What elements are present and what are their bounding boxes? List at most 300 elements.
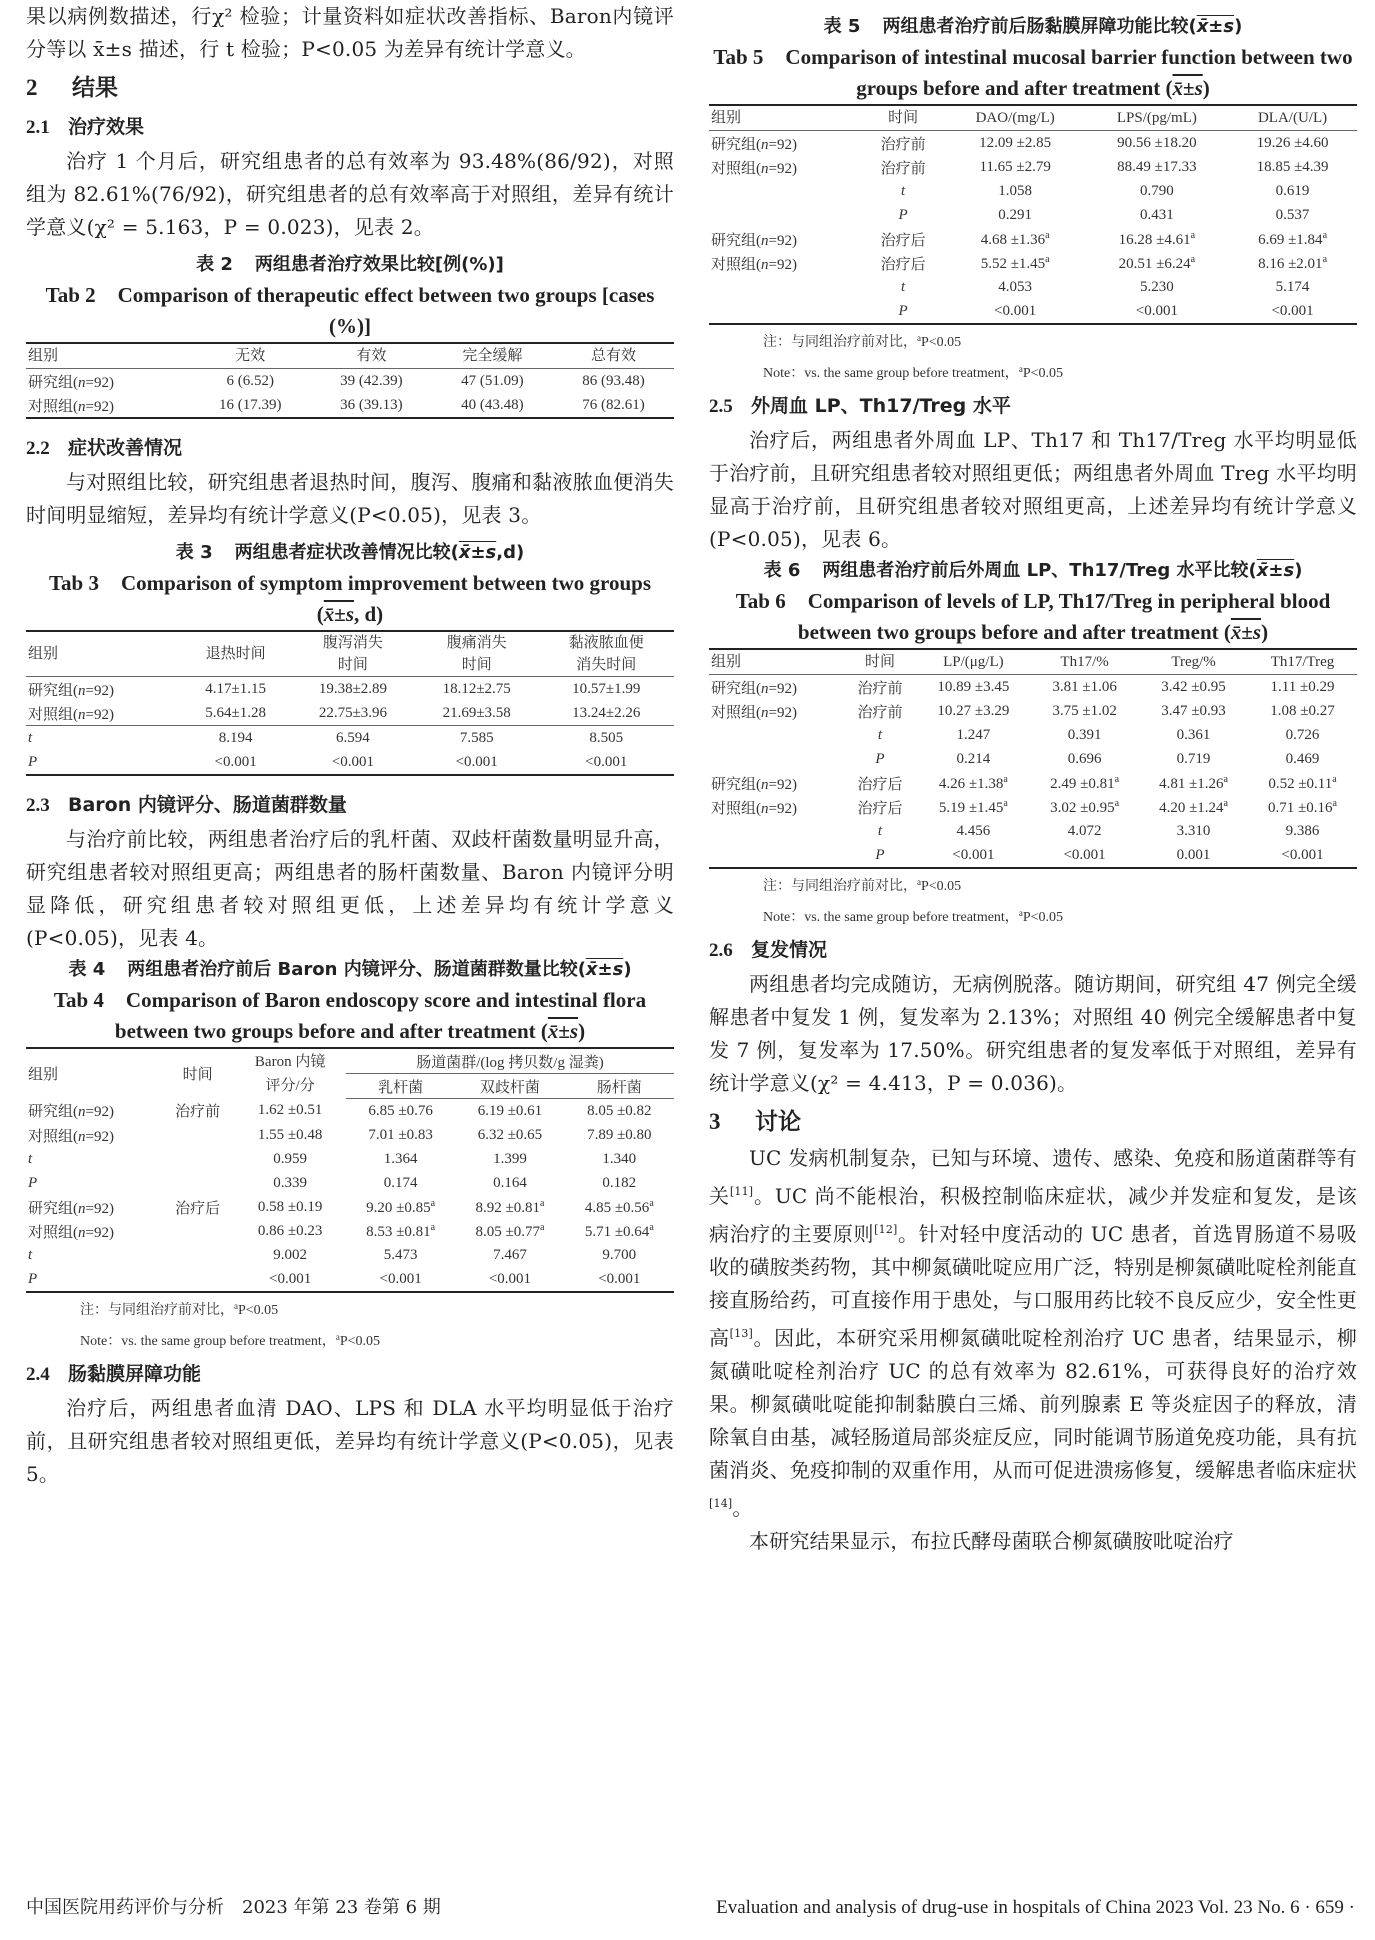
column-header: 总有效	[553, 343, 674, 369]
column-header: 组别	[709, 649, 843, 675]
table-cell: 4.81 ±1.26$^a$	[1159, 773, 1228, 792]
table2	[26, 342, 674, 419]
table-row	[26, 1195, 674, 1219]
table-cell: 治疗后	[880, 256, 926, 273]
table-number: Tab 3	[48, 571, 99, 595]
column-header: DAO/(mg/L)	[945, 105, 1086, 131]
subsection-heading-2-2	[26, 431, 674, 466]
table2-caption-en	[26, 280, 674, 342]
table-cell: 4.20 ±1.24$^a$	[1159, 797, 1228, 816]
table3	[26, 630, 674, 776]
column-header: 双歧杆菌	[455, 1074, 564, 1099]
table-title-suffix: , d)	[354, 602, 384, 626]
table-row	[709, 299, 1357, 324]
table-cell: 10.27 ±3.29	[937, 702, 1010, 719]
table-cell: 4.85 ±0.56$^a$	[584, 1197, 654, 1216]
table-cell: 0.164	[493, 1174, 527, 1191]
table-cell	[709, 275, 862, 299]
table-cell: P	[26, 1267, 161, 1292]
table-cell: 1.399	[493, 1150, 527, 1167]
table-number: Tab 4	[53, 988, 104, 1012]
subsection-number: 2.5	[709, 396, 733, 417]
table-cell: 1.364	[383, 1150, 418, 1167]
table-cell: 0.696	[1067, 750, 1102, 767]
table-cell: 8.05 ±0.82	[587, 1102, 652, 1119]
subsection-heading-2-4	[26, 1357, 674, 1392]
subsection-number: 2.2	[26, 438, 50, 459]
table-cell: 0.52 ±0.11$^a$	[1268, 773, 1337, 792]
table-number: 表 3	[175, 542, 213, 563]
table-cell: 研究组(n=92)	[28, 682, 114, 699]
table-cell: 研究组(n=92)	[28, 1200, 114, 1217]
stat-notation: x̄±s	[1172, 76, 1203, 100]
table-cell: 12.09 ±2.85	[979, 134, 1052, 151]
section-heading-discussion	[709, 1102, 1357, 1142]
table-cell: 0.214	[956, 750, 991, 767]
table-cell: 5.473	[383, 1246, 418, 1263]
table-cell: <0.001	[180, 750, 291, 775]
stat-notation: x̄±s	[1230, 620, 1262, 644]
column-header: 时间	[862, 105, 945, 131]
table-number: Tab 2	[45, 283, 96, 307]
table-cell: 19.38±2.89	[318, 680, 388, 697]
table-cell: 对照组(n=92)	[711, 800, 797, 817]
table-cell: 对照组(n=92)	[28, 706, 114, 723]
table-cell: <0.001	[945, 299, 1086, 324]
table-cell: <0.001	[1086, 299, 1228, 324]
table-row	[709, 179, 1357, 203]
table-cell: <0.001	[234, 1267, 346, 1292]
table-cell: 9.386	[1285, 822, 1320, 839]
table5-note-cn: 注：与同组治疗前对比，$^a$P<0.05	[763, 333, 962, 350]
table-cell: 3.81 ±1.06	[1052, 678, 1117, 695]
table-cell: t	[26, 726, 180, 751]
table-title-suffix: )	[578, 1019, 586, 1043]
table-cell: 2.49 ±0.81$^a$	[1050, 773, 1120, 792]
table-cell	[161, 1219, 234, 1243]
table-cell	[709, 843, 843, 868]
table-cell: 1.058	[998, 182, 1033, 199]
table-cell: 0.719	[1176, 750, 1211, 767]
table-cell: <0.001	[1248, 843, 1357, 868]
table-title-suffix: )	[623, 959, 632, 980]
table2-caption-cn	[26, 250, 674, 280]
header-flora: 肠道菌群/(log 拷贝数/g 湿粪)	[346, 1048, 674, 1074]
discussion-paragraph-2: 本研究结果显示，布拉氏酵母菌联合柳氮磺胺吡啶治疗	[749, 1529, 1234, 1553]
table4-note-cn: 注：与同组治疗前对比，$^a$P<0.05	[80, 1301, 279, 1318]
table-cell: 1.247	[956, 726, 991, 743]
subsection-number: 2.4	[26, 1364, 50, 1385]
table-cell: 7.01 ±0.83	[368, 1126, 433, 1143]
table-cell: 76 (82.61)	[553, 393, 674, 418]
table-cell: 10.57±1.99	[572, 680, 641, 697]
table-cell: 8.53 ±0.81$^a$	[366, 1221, 436, 1240]
table-title: Comparison of Baron endoscopy score and intestinal flora between two groups before and after treatment (	[114, 988, 647, 1043]
table-cell: P	[26, 750, 180, 775]
table-cell: 3.02 ±0.95$^a$	[1050, 797, 1120, 816]
table-cell: 40 (43.48)	[432, 393, 553, 418]
table-cell: 6.32 ±0.65	[477, 1126, 543, 1143]
table-row	[26, 1219, 674, 1243]
table-cell: 3.47 ±0.93	[1161, 702, 1226, 719]
subsection-title: 肠黏膜屏障功能	[68, 1363, 202, 1385]
column-header: 腹泻消失 时间	[291, 631, 415, 677]
table-cell: 19.26 ±4.60	[1256, 134, 1329, 151]
table-cell: 5.64±1.28	[205, 704, 266, 721]
section-number: 2	[26, 75, 38, 100]
table-title: Comparison of symptom improvement between two groups (	[120, 571, 652, 626]
table3-caption-cn	[26, 538, 674, 568]
table-cell: P	[28, 1174, 38, 1191]
table-cell: 1.11 ±0.29	[1270, 678, 1335, 695]
table-cell: 0.469	[1285, 750, 1320, 767]
paragraph-2-2: 与对照组比较，研究组患者退热时间，腹泻、腹痛和黏液脓血便消失时间明显缩短，差异均有统计学意义(P<0.05)，见表 3。	[26, 470, 674, 527]
table6-caption-cn	[709, 556, 1357, 586]
column-header: Th17/Treg	[1248, 649, 1357, 675]
table-cell: 对照组(n=92)	[26, 393, 190, 418]
table-cell: <0.001	[539, 750, 674, 775]
table-title-suffix: )	[1294, 560, 1303, 581]
table-cell: 1.340	[602, 1150, 637, 1167]
column-header: 无效	[190, 343, 311, 369]
subsection-number: 2.3	[26, 795, 50, 816]
table-row	[26, 750, 674, 775]
table-cell: 0.58 ±0.19	[257, 1198, 323, 1215]
table-cell: 21.69±3.58	[442, 704, 511, 721]
table5	[709, 104, 1357, 325]
table-cell: 治疗后	[175, 1200, 221, 1217]
table6	[709, 648, 1357, 869]
table-cell: 7.585	[415, 726, 539, 751]
column-header: 完全缓解	[432, 343, 553, 369]
paragraph-2-3: 与治疗前比较，两组患者治疗后的乳杆菌、双歧杆菌数量明显升高，研究组患者较对照组更高；两组患者的肠杆菌数量、Baron 内镜评分明显降低，研究组患者较对照组更低，上述差异均有统计学意义(P<0.05)，见表 4。	[26, 827, 674, 950]
table-cell	[709, 723, 843, 747]
table-row	[26, 1267, 674, 1292]
subsection-heading-2-1	[26, 110, 674, 145]
table-title-suffix: )	[1234, 16, 1243, 37]
table-row	[709, 843, 1357, 868]
table-cell: 0.431	[1140, 206, 1174, 223]
table-cell: 88.49 ±17.33	[1117, 158, 1197, 175]
table-cell: 研究组(n=92)	[711, 136, 797, 153]
stat-notation: x̄±s	[585, 959, 624, 980]
table-cell: 8.05 ±0.77$^a$	[475, 1221, 545, 1240]
column-header: 组别	[26, 343, 190, 369]
table-title-suffix: )	[1202, 76, 1210, 100]
table-cell: 4.072	[1067, 822, 1102, 839]
table-cell: <0.001	[917, 843, 1031, 868]
table-row	[709, 819, 1357, 843]
table4-caption-cn	[26, 955, 674, 985]
table-row	[26, 677, 674, 702]
table-number: Tab 5	[713, 45, 764, 69]
table-cell: P	[898, 206, 908, 223]
header-baron-score: Baron 内镜 评分/分	[234, 1048, 346, 1099]
subsection-title: 治疗效果	[68, 116, 145, 138]
table-cell: 11.65 ±2.79	[979, 158, 1051, 175]
table4	[26, 1047, 674, 1293]
footer-journal-en: Evaluation and analysis of drug-use in hospitals of China 2023 Vol. 23 No. 6 · 659 ·	[716, 1897, 1355, 1918]
table-title: 两组患者症状改善情况比较(	[234, 542, 459, 563]
table-cell: t	[877, 822, 883, 839]
table-cell: t	[877, 726, 883, 743]
paragraph-2-6: 两组患者均完成随访，无病例脱落。随访期间，研究组 47 例完全缓解患者中复发 1 例，复发率为 2.13%；对照组 40 例完全缓解患者中复发 7 例，复发率为 17.50%。研究组患者的复发率低于对照组，差异有统计学意义(χ² = 4.413，P = 0.036)。	[709, 972, 1357, 1095]
table-cell: 18.12±2.75	[442, 680, 511, 697]
table-cell: 对照组(n=92)	[711, 704, 797, 721]
table-cell: 5.19 ±1.45$^a$	[938, 797, 1008, 816]
table-title: Comparison of levels of LP, Th17/Treg in peripheral blood between two groups before and after treatment (	[797, 589, 1331, 644]
table-cell: 6.69 ±1.84$^a$	[1258, 229, 1328, 248]
section-title: 结果	[72, 75, 118, 101]
column-header: 时间	[843, 649, 916, 675]
subsection-heading-2-3	[26, 788, 674, 823]
table-cell: 9.20 ±0.85$^a$	[366, 1197, 436, 1216]
table6-note-en: Note：vs. the same group before treatment，$^a$P<0.05	[763, 908, 1063, 925]
table-cell	[161, 1243, 234, 1267]
table4-caption-en	[26, 985, 674, 1047]
table-cell: 治疗前	[880, 136, 926, 153]
table-row	[26, 1099, 674, 1124]
table-cell: 86 (93.48)	[582, 372, 645, 389]
table-cell: 1.62 ±0.51	[257, 1102, 323, 1119]
table-cell: 9.700	[602, 1246, 637, 1263]
table-cell: 研究组(n=92)	[711, 680, 797, 697]
table-row	[709, 675, 1357, 700]
table-cell: 治疗后	[880, 232, 926, 249]
table-cell: 10.89 ±3.45	[937, 678, 1010, 695]
table4-note-en: Note：vs. the same group before treatment，$^a$P<0.05	[80, 1332, 380, 1349]
column-header: LPS/(pg/mL)	[1086, 105, 1228, 131]
stat-notation: x̄±s	[1196, 16, 1235, 37]
table-cell: <0.001	[1030, 843, 1139, 868]
stat-notation: x̄±s	[547, 1019, 579, 1043]
paragraph-2-4: 治疗后，两组患者血清 DAO、LPS 和 DLA 水平均明显低于治疗前，且研究组患者较对照组更低，差异均有统计学意义(P<0.05)，见表 5。	[26, 1396, 674, 1486]
table-cell: <0.001	[346, 1267, 455, 1292]
table-cell: 0.790	[1140, 182, 1174, 199]
table-cell: 4.26 ±1.38$^a$	[938, 773, 1008, 792]
table-cell: 0.001	[1139, 843, 1248, 868]
table-cell: 治疗前	[857, 704, 903, 721]
subsection-title: 症状改善情况	[68, 437, 183, 459]
table-cell	[709, 203, 862, 227]
table-cell: 治疗后	[857, 776, 903, 793]
table-cell: 0.537	[1275, 206, 1310, 223]
table-cell: 4.456	[956, 822, 991, 839]
table-cell	[709, 747, 843, 771]
table-number: 表 5	[823, 16, 861, 37]
table-cell: 0.339	[273, 1174, 308, 1191]
subsection-number: 2.6	[709, 940, 733, 961]
table-row	[709, 251, 1357, 275]
table-row	[709, 227, 1357, 251]
stat-notation: x̄±s	[1256, 560, 1295, 581]
table-row	[709, 723, 1357, 747]
table-cell: 对照组(n=92)	[711, 160, 797, 177]
table-cell: 20.51 ±6.24$^a$	[1118, 253, 1196, 272]
table-cell	[161, 1267, 234, 1292]
table-cell: 22.75±3.96	[318, 704, 388, 721]
table-cell: 对照组(n=92)	[28, 1128, 114, 1145]
table-cell: 6.85 ±0.76	[368, 1102, 433, 1119]
header-time: 时间	[161, 1048, 234, 1099]
table-row	[709, 771, 1357, 795]
table-cell: 3.310	[1176, 822, 1211, 839]
table-cell: 1.08 ±0.27	[1270, 702, 1335, 719]
table-row	[26, 393, 674, 418]
table-cell: 8.194	[180, 726, 291, 751]
table-row	[709, 203, 1357, 227]
table-cell: 治疗前	[857, 680, 903, 697]
table-cell: 90.56 ±18.20	[1117, 134, 1197, 151]
table-cell: 16.28 ±4.61$^a$	[1118, 229, 1196, 248]
table-cell: 1.55 ±0.48	[257, 1126, 323, 1143]
table-cell	[161, 1123, 234, 1147]
table-row	[709, 699, 1357, 723]
table-cell: t	[901, 182, 906, 199]
table-cell: 3.42 ±0.95	[1161, 678, 1226, 695]
column-header: DLA/(U/L)	[1228, 105, 1357, 131]
table-cell: t	[28, 1150, 33, 1167]
table-cell: 0.619	[1275, 182, 1310, 199]
subsection-title: Baron 内镜评分、肠道菌群数量	[68, 794, 347, 816]
column-header: 肠杆菌	[565, 1074, 674, 1099]
table-cell: <0.001	[1228, 299, 1357, 324]
table-cell: 13.24±2.26	[572, 704, 641, 721]
section-heading-results	[26, 68, 674, 108]
column-header: LP/(μg/L)	[917, 649, 1031, 675]
subsection-title: 外周血 LP、Th17/Treg 水平	[751, 395, 1011, 417]
table6-caption-en	[709, 586, 1357, 648]
table-cell	[161, 1147, 234, 1171]
table-row	[709, 275, 1357, 299]
table-cell: <0.001	[415, 750, 539, 775]
table-cell: 8.92 ±0.81$^a$	[475, 1197, 545, 1216]
subsection-heading-2-5	[709, 389, 1357, 424]
table-number: Tab 6	[735, 589, 786, 613]
table-cell: 6 (6.52)	[226, 372, 275, 389]
stat-notation: x̄±s	[458, 542, 497, 563]
table-title-suffix: ,d)	[496, 542, 525, 563]
table-cell: 治疗前	[175, 1104, 221, 1121]
table-cell: <0.001	[455, 1267, 564, 1292]
table-cell: 0.726	[1285, 726, 1320, 743]
table-cell: 5.230	[1140, 278, 1174, 295]
table-cell: 治疗前	[880, 160, 926, 177]
table-cell: 治疗后	[857, 800, 903, 817]
table-cell: 36 (39.13)	[311, 393, 432, 418]
table5-note-en: Note：vs. the same group before treatment，$^a$P<0.05	[763, 364, 1063, 381]
table-title: Comparison of intestinal mucosal barrier function between two groups before and after treatment (	[785, 45, 1353, 100]
table-cell: P	[875, 750, 885, 767]
column-header: 退热时间	[180, 631, 291, 677]
table5-caption-en	[709, 42, 1357, 104]
table-cell: 研究组(n=92)	[28, 374, 114, 391]
table-cell: 16 (17.39)	[190, 393, 311, 418]
table-cell: 0.959	[273, 1150, 308, 1167]
column-header: Th17/%	[1030, 649, 1139, 675]
table-title: Comparison of therapeutic effect between two groups [cases (%)]	[117, 283, 655, 338]
table-cell: 5.174	[1275, 278, 1310, 295]
column-header: 有效	[311, 343, 432, 369]
footer-journal-cn: 中国医院用药评价与分析 2023 年第 23 卷第 6 期	[26, 1897, 441, 1918]
table5-caption-cn	[709, 12, 1357, 42]
table-cell	[709, 179, 862, 203]
subsection-heading-2-6	[709, 933, 1357, 968]
column-header: 组别	[26, 631, 180, 677]
section-title: 讨论	[755, 1109, 801, 1135]
table-cell: 0.71 ±0.16$^a$	[1268, 797, 1337, 816]
table-cell	[709, 299, 862, 324]
table-cell: 6.594	[291, 726, 415, 751]
table-title: 两组患者治疗效果比较[例(%)]	[254, 254, 504, 275]
table-number: 表 4	[68, 959, 106, 980]
table-row	[26, 1171, 674, 1195]
table6-note-cn: 注：与同组治疗前对比，$^a$P<0.05	[763, 877, 962, 894]
paragraph-2-5: 治疗后，两组患者外周血 LP、Th17 和 Th17/Treg 水平均明显低于治疗前，且研究组患者较对照组更低；两组患者外周血 Treg 水平均明显高于治疗前，且研究组患者较对照组更高，上述差异均有统计学意义(P<0.05)，见表 6。	[709, 428, 1357, 551]
table-row	[26, 726, 674, 751]
stat-notation: x̄±s	[323, 602, 354, 626]
right-column	[709, 0, 1357, 1558]
table-cell: 0.391	[1067, 726, 1102, 743]
table-cell: 6.19 ±0.61	[477, 1102, 543, 1119]
table-cell: 8.16 ±2.01$^a$	[1258, 253, 1328, 272]
table-cell: 4.053	[998, 278, 1033, 295]
left-column	[26, 0, 674, 1491]
table-cell: 7.89 ±0.80	[587, 1126, 652, 1143]
table-cell: P	[843, 843, 916, 868]
table-cell: <0.001	[565, 1267, 674, 1292]
table-title: 两组患者治疗前后肠黏膜屏障功能比较(	[882, 16, 1197, 37]
table-cell	[709, 819, 843, 843]
table-cell: 0.174	[383, 1174, 418, 1191]
table-row	[709, 131, 1357, 156]
table-cell: 0.291	[998, 206, 1033, 223]
table-cell: 5.71 ±0.64$^a$	[584, 1221, 654, 1240]
table-number: 表 2	[196, 254, 233, 275]
column-header: 组别	[709, 105, 862, 131]
table-cell: t	[901, 278, 906, 295]
table-row	[709, 747, 1357, 771]
table-cell: 47 (51.09)	[461, 372, 524, 389]
table-cell: 0.182	[602, 1174, 637, 1191]
table-cell: 18.85 ±4.39	[1256, 158, 1329, 175]
table-cell: 0.86 ±0.23	[257, 1222, 323, 1239]
section-number: 3	[709, 1109, 721, 1134]
table-cell: 4.68 ±1.36$^a$	[980, 229, 1050, 248]
table-cell: <0.001	[291, 750, 415, 775]
table-cell: 对照组(n=92)	[711, 256, 797, 273]
table-title: 两组患者治疗前后外周血 LP、Th17/Treg 水平比较(	[822, 560, 1257, 581]
table-row	[26, 1147, 674, 1171]
table-row	[709, 795, 1357, 819]
table-cell: 4.17±1.15	[205, 680, 266, 697]
table-cell: 9.002	[273, 1246, 308, 1263]
discussion-paragraph-1: UC 发病机制复杂，已知与环境、遗传、感染、免疫和肠道菌群等有关[11]。UC 尚不能根治，积极控制临床症状，减少并发症和复发，是该病治疗的主要原则[12]。针对轻中度活动的 UC 患者，首选胃肠道不易吸收的磺胺类药物，其中柳氮磺吡啶应用广泛，特别是柳氮磺吡啶栓剂能直接直肠给药，可直接作用于患处，与口服用药比较不良反应少，安全性更高[13]。因此，本研究采用柳氮磺吡啶栓剂治疗 UC 患者，结果显示，柳氮磺吡啶栓剂治疗 UC 的总有效率为 82.61%，可获得良好的治疗效果。柳氮磺吡啶能抑制黏膜白三烯、前列腺素 E 等炎症因子的释放，清除氧自由基，减轻肠道局部炎症反应，同时能调节肠道免疫功能，具有抗菌消炎、免疫抑制的双重作用，从而可促进溃疡修复，缓解患者临床症状[14]。	[709, 1146, 1358, 1520]
table-cell: 研究组(n=92)	[711, 776, 797, 793]
table-number: 表 6	[763, 560, 801, 581]
table-cell: 7.467	[493, 1246, 527, 1263]
subsection-title: 复发情况	[751, 939, 828, 961]
table-cell: 8.505	[539, 726, 674, 751]
table-cell: 39 (42.39)	[340, 372, 403, 389]
table-cell: t	[28, 1246, 33, 1263]
table-cell: 3.75 ±1.02	[1052, 702, 1117, 719]
table-row	[26, 1243, 674, 1267]
table-cell: 对照组(n=92)	[28, 1224, 114, 1241]
table3-caption-en	[26, 568, 674, 630]
table-row	[26, 369, 674, 394]
table-row	[26, 701, 674, 726]
